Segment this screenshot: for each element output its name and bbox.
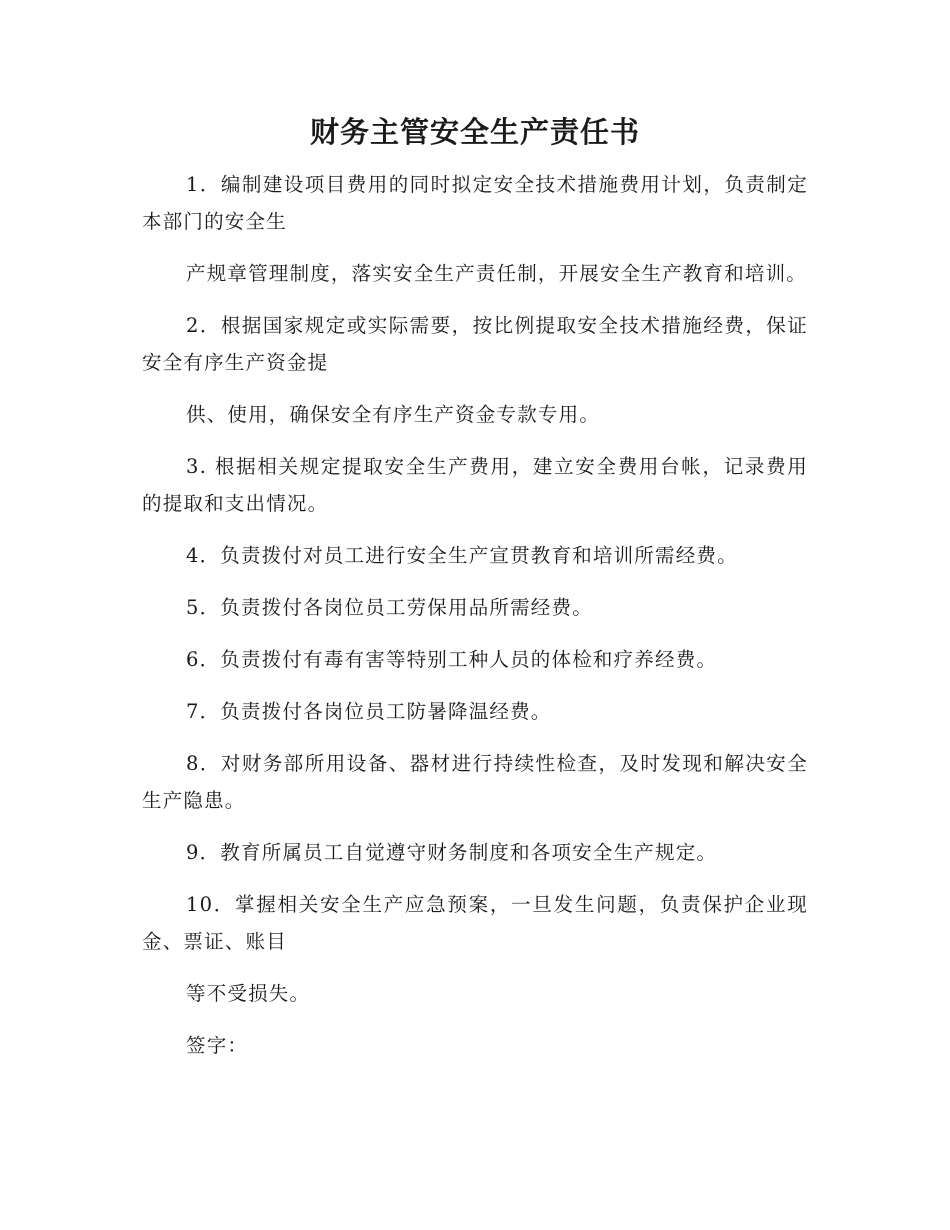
paragraph-7: 7．负责拨付各岗位员工防暑降温经费。 [186,700,552,723]
paragraph-2-continued: 供、使用，确保安全有序生产资金专款专用。 [186,403,601,426]
paragraph-1: 1．编制建设项目费用的同时拟定安全技术措施费用计划，负责制定本部门的安全生 [142,173,808,233]
paragraph-10-continued: 等不受损失。 [186,982,311,1005]
document-body [142,166,808,1064]
paragraph-6: 6．负责拨付有毒有害等特别工种人员的体检和疗养经费。 [186,648,718,671]
paragraph-2: 2．根据国家规定或实际需要，按比例提取安全技术措施经费，保证安全有序生产资金提 [142,314,808,374]
paragraph-1-continued: 产规章管理制度，落实安全生产责任制，开展安全生产教育和培训。 [186,262,808,285]
paragraph-3: 3. 根据相关规定提取安全生产费用，建立安全费用台帐，记录费用的提取和支出情况。 [142,455,808,515]
paragraph-5: 5．负责拨付各岗位员工劳保用品所需经费。 [186,596,593,619]
paragraph-9: 9．教育所属员工自觉遵守财务制度和各项安全生产规定。 [186,841,718,864]
paragraph-4: 4．负责拨付对员工进行安全生产宣贯教育和培训所需经费。 [186,544,738,567]
document-title: 财务主管安全生产责任书 [309,115,640,149]
signature-label: 签字： [186,1034,249,1057]
paragraph-10: 10．掌握相关安全生产应急预案，一旦发生问题，负责保护企业现金、票证、账目 [142,893,808,953]
paragraph-8: 8．对财务部所用设备、器材进行持续性检查，及时发现和解决安全生产隐患。 [142,752,808,812]
